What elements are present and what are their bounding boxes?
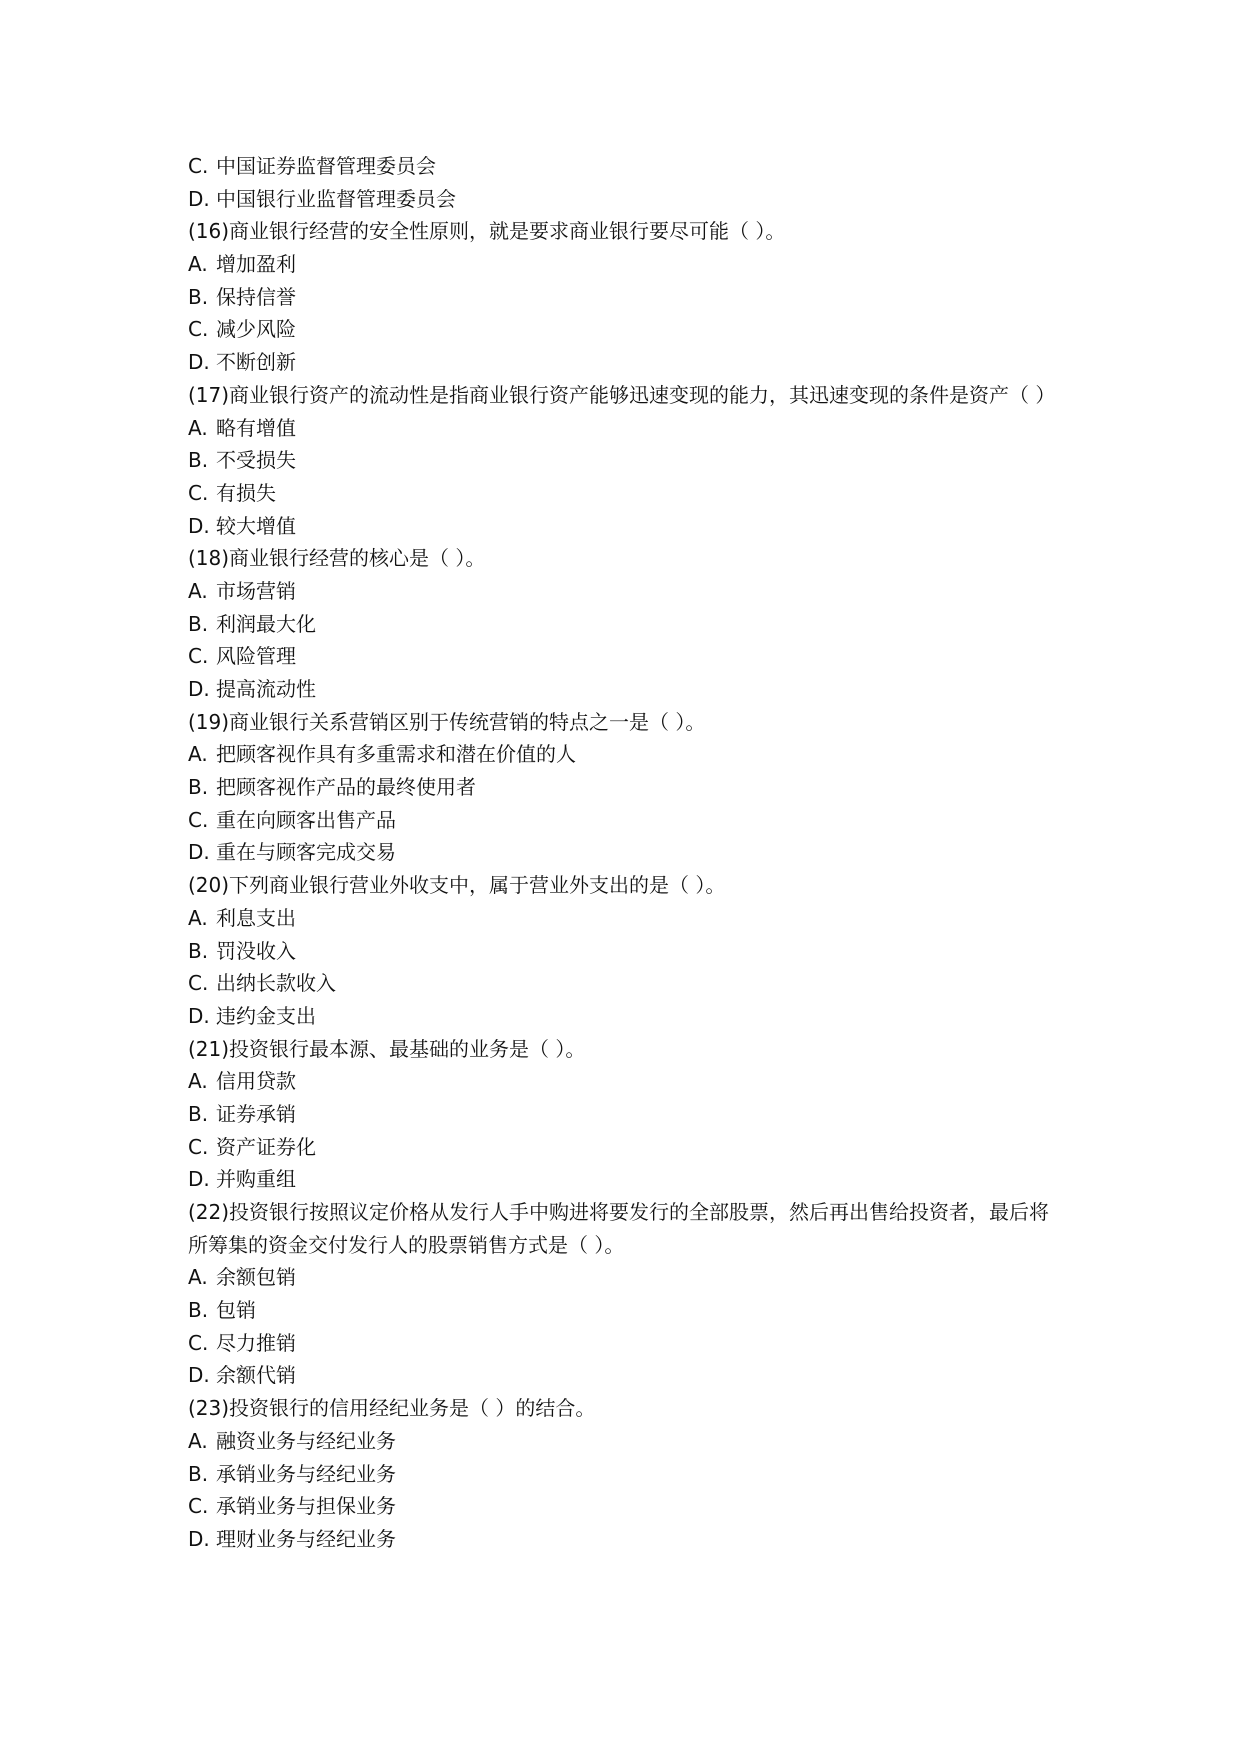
option-line [188, 1359, 1068, 1392]
option-letter: A. [188, 742, 208, 767]
option-line [188, 444, 1068, 477]
option-text: 承销业务与担保业务 [216, 1494, 396, 1519]
option-letter: D. [188, 186, 210, 211]
option-letter: A. [188, 1265, 208, 1290]
option-letter: C. [188, 154, 209, 178]
option-line [188, 1425, 1068, 1458]
option-text: 不断创新 [216, 350, 296, 375]
option-line [188, 248, 1068, 281]
option-line [188, 673, 1068, 706]
option-text: 把顾客视作具有多重需求和潜在价值的人 [216, 742, 576, 767]
option-letter: A. [188, 578, 208, 603]
option-text: 利润最大化 [216, 611, 316, 636]
question-stem: (22)投资银行按照议定价格从发行人手中购进将要发行的全部股票，然后再出售给投资者，最后将所筹集的资金交付发行人的股票销售方式是（ ）。 [188, 1200, 1050, 1257]
option-letter: D. [188, 1526, 210, 1551]
option-text: 减少风险 [216, 317, 296, 342]
option-line [188, 738, 1068, 771]
option-line [188, 313, 1068, 346]
option-text: 并购重组 [216, 1167, 296, 1192]
option-line [188, 608, 1068, 641]
option-line [188, 935, 1068, 968]
option-letter: A. [188, 1069, 208, 1094]
option-letter: B. [188, 611, 209, 636]
option-line [188, 150, 1068, 183]
option-text: 出纳长款收入 [216, 971, 336, 996]
question-stem: (23)投资银行的信用经纪业务是（ ）的结合。 [188, 1396, 596, 1421]
option-letter: B. [188, 1101, 209, 1126]
option-line [188, 1294, 1068, 1327]
option-letter: C. [188, 1134, 209, 1159]
option-letter: A. [188, 415, 208, 440]
option-line [188, 346, 1068, 379]
option-letter: B. [188, 1298, 209, 1323]
option-letter: D. [188, 350, 210, 375]
option-line [188, 1163, 1068, 1196]
option-letter: C. [188, 1330, 209, 1355]
option-line [188, 412, 1068, 445]
option-text: 信用贷款 [216, 1069, 296, 1094]
option-letter: B. [188, 284, 209, 309]
question-stem: (19)商业银行关系营销区别于传统营销的特点之一是（ ）。 [188, 709, 706, 734]
option-line [188, 281, 1068, 314]
option-text: 融资业务与经纪业务 [216, 1428, 396, 1453]
option-line [188, 771, 1068, 804]
question-stem: (16)商业银行经营的安全性原则，就是要求商业银行要尽可能（ ）。 [188, 219, 786, 244]
option-line [188, 183, 1068, 216]
option-text: 中国证券监督管理委员会 [216, 154, 436, 178]
option-text: 违约金支出 [216, 1003, 316, 1028]
question-stem: (18)商业银行经营的核心是（ ）。 [188, 546, 486, 571]
option-text: 略有增值 [216, 415, 296, 440]
option-line [188, 1327, 1068, 1360]
option-text: 尽力推销 [216, 1330, 296, 1355]
question-stem: (20)下列商业银行营业外收支中，属于营业外支出的是（ ）。 [188, 873, 726, 898]
option-line [188, 1261, 1068, 1294]
option-text: 较大增值 [216, 513, 296, 538]
option-letter: B. [188, 1461, 209, 1486]
option-text: 增加盈利 [216, 252, 296, 277]
option-text: 重在与顾客完成交易 [216, 840, 396, 865]
option-line [188, 902, 1068, 935]
option-line [188, 510, 1068, 543]
option-text: 理财业务与经纪业务 [216, 1526, 396, 1551]
option-text: 资产证券化 [216, 1134, 316, 1159]
option-text: 承销业务与经纪业务 [216, 1461, 396, 1486]
question-stem: (17)商业银行资产的流动性是指商业银行资产能够迅速变现的能力，其迅速变现的条件是资产（ ） [188, 382, 1056, 407]
option-letter: B. [188, 775, 209, 800]
option-text: 证券承销 [216, 1101, 296, 1126]
option-line [188, 967, 1068, 1000]
option-line [188, 477, 1068, 510]
option-text: 利息支出 [216, 905, 296, 930]
option-letter: D. [188, 1363, 210, 1388]
option-letter: C. [188, 971, 209, 996]
option-letter: A. [188, 905, 208, 930]
option-letter: B. [188, 448, 209, 473]
option-letter: A. [188, 252, 208, 277]
option-letter: A. [188, 1428, 208, 1453]
option-letter: D. [188, 513, 210, 538]
option-letter: D. [188, 677, 210, 702]
option-text: 罚没收入 [216, 938, 296, 963]
option-line [188, 1490, 1068, 1523]
option-line [188, 836, 1068, 869]
option-line [188, 1098, 1068, 1131]
option-letter: D. [188, 1003, 210, 1028]
option-text: 有损失 [216, 480, 276, 505]
option-letter: C. [188, 1494, 209, 1519]
option-line [188, 640, 1068, 673]
option-letter: C. [188, 480, 209, 505]
document-page [188, 150, 1068, 1556]
option-line [188, 1065, 1068, 1098]
option-text: 余额包销 [216, 1265, 296, 1290]
option-text: 包销 [216, 1298, 256, 1323]
option-letter: C. [188, 807, 209, 832]
option-letter: D. [188, 1167, 210, 1192]
question-stem: (21)投资银行最本源、最基础的业务是（ ）。 [188, 1036, 586, 1061]
option-text: 市场营销 [216, 578, 296, 603]
option-line [188, 575, 1068, 608]
option-letter: C. [188, 317, 209, 342]
option-letter: B. [188, 938, 209, 963]
option-line [188, 804, 1068, 837]
option-text: 风险管理 [216, 644, 296, 669]
option-text: 余额代销 [216, 1363, 296, 1388]
option-text: 提高流动性 [216, 677, 316, 702]
option-letter: D. [188, 840, 210, 865]
option-text: 保持信誉 [216, 284, 296, 309]
option-text: 把顾客视作产品的最终使用者 [216, 775, 476, 800]
option-text: 不受损失 [216, 448, 296, 473]
option-line [188, 1131, 1068, 1164]
option-letter: C. [188, 644, 209, 669]
option-text: 重在向顾客出售产品 [216, 807, 396, 832]
option-line [188, 1000, 1068, 1033]
option-line [188, 1458, 1068, 1491]
option-line [188, 1523, 1068, 1556]
option-text: 中国银行业监督管理委员会 [216, 186, 456, 211]
